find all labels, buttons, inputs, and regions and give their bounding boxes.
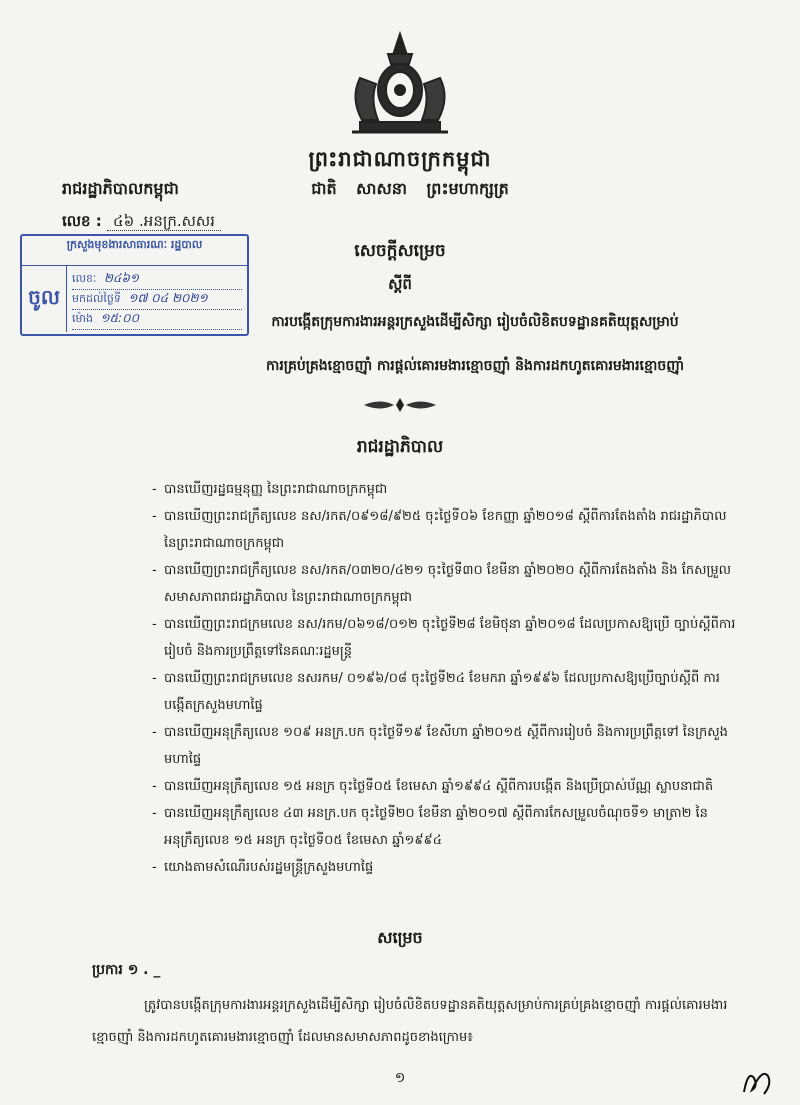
- stamp-number-value: ២៤៦១: [103, 271, 139, 285]
- recital-item: - បានឃើញព្រះរាជក្រមលេខ នសរកម/ ០១៩៦/០៨ ចុះថ្ងៃទី២៤ ខែមករា ឆ្នាំ១៩៩៦ ដែលប្រកាសឱ្យប្រើច្បាប់ស្ដីពី ការបង្កើតក្រសួងមហាផ្ទៃ: [152, 665, 742, 719]
- royal-arms-emblem-icon: [330, 28, 470, 140]
- recital-item: - បានឃើញព្រះរាជក្រមលេខ នស/រកម/០៦១៨/០១២ ចុះថ្ងៃទី២៨ ខែមិថុនា ឆ្នាំ២០១៨ ដែលប្រកាសឱ្យប្រើ ច្បាប់ស្ដីពីការរៀបចំ និងការប្រព្រឹត្តទៅនៃគណៈរដ្ឋមន្ត្រី: [152, 611, 742, 665]
- subject-label: ស្ដីពី: [388, 275, 412, 293]
- decision-heading: សម្រេច: [377, 928, 423, 947]
- document-number-label: លេខ :: [62, 212, 102, 230]
- stamp-number-label: លេខៈ: [72, 272, 97, 285]
- document-type-heading: សេចក្ដីសម្រេច: [354, 241, 446, 261]
- stamp-date-value: ១៧ ០៤ ២០២១: [128, 291, 208, 305]
- page-number: ១: [394, 1070, 406, 1086]
- subject-line-1: ការបង្កើតក្រុមការងារអន្តរក្រសួងដើម្បីសិក្សា រៀបចំលិខិតបទដ្ឋានគតិយុត្តសម្រាប់: [271, 314, 679, 330]
- decorative-divider-icon: [360, 396, 440, 414]
- stamp-time-label: ម៉ោង: [72, 312, 93, 325]
- recital-item: - បានឃើញអនុក្រឹត្យលេខ ១០៩ អនក្រ.បក ចុះថ្ងៃទី១៩ ខែសីហា ឆ្នាំ២០១៥ ស្ដីពីការរៀបចំ និងការប្រព្រឹត្តទៅ នៃក្រសួងមហាផ្ទៃ: [152, 719, 742, 773]
- kingdom-title: ព្រះរាជាណាចក្រកម្ពុជា: [308, 146, 492, 171]
- stamp-title: ក្រសួងមុខងារសាធារណៈ រដ្ឋបាល: [22, 236, 247, 266]
- recital-item: - បានឃើញអនុក្រឹត្យលេខ ១៥ អនក្រ ចុះថ្ងៃទី០៥ ខែមេសា ឆ្នាំ១៩៩៤ ស្ដីពីការបង្កើត និងប្រើប្រាស់ប័ណ្ណ ស្លាបនាជាតិ: [152, 773, 742, 800]
- stamp-time-value: ១៥:០០: [100, 311, 140, 325]
- recital-item: - បានឃើញរដ្ឋធម្មនុញ្ញ នៃព្រះរាជាណាចក្រកម្ពុជា: [152, 476, 742, 503]
- issuing-authority: រាជរដ្ឋាភិបាលកម្ពុជា: [62, 179, 179, 198]
- stamp-side-label: ចូល: [22, 266, 67, 332]
- initials-signature-icon: [738, 1064, 778, 1098]
- recital-item: - បានឃើញព្រះរាជក្រឹត្យលេខ នស/រកត/០៣២០/៤២១ ចុះថ្ងៃទី៣០ ខែមីនា ឆ្នាំ២០២០ ស្ដីពីការតែងតាំង និង កែសម្រួលសមាសភាពរាជរដ្ឋាភិបាល នៃព្រះរាជាណាចក្រកម្ពុជា: [152, 557, 742, 611]
- national-motto: ជាតិ សាសនា ព្រះមហាក្សត្រ: [311, 179, 509, 198]
- document-number-value: ៤៦ .អនក្រ.សសរ: [107, 212, 221, 231]
- recital-item: - យោងតាមសំណើរបស់រដ្ឋមន្ត្រីក្រសួងមហាផ្ទៃ: [152, 854, 742, 881]
- subject-line-2: ការគ្រប់គ្រងខ្មោចញ៉ាំ ការផ្ដល់គោរមងារខ្មោចញ៉ាំ និងការដកហូតគោរមងារខ្មោចញ៉ាំ: [266, 358, 684, 374]
- document-number: [62, 212, 221, 234]
- subject-title: [210, 300, 740, 388]
- article-1-text: ត្រូវបានបង្កើតក្រុមការងារអន្តរក្រសួងដើម្បីសិក្សា រៀបចំលិខិតបទដ្ឋានគតិយុត្តសម្រាប់ការគ្រប់គ្រងខ្មោចញ៉ាំ ការផ្ដល់គោរមងារខ្មោចញ៉ាំ និងការដកហូតគោរមងារខ្មោចញ៉ាំ ដែលមានសមាសភាពដូចខាងក្រោម៖: [92, 998, 728, 1045]
- recital-item: - បានឃើញព្រះរាជក្រឹត្យលេខ នស/រកត/០៩១៨/៩២៥ ចុះថ្ងៃទី០៦ ខែកញ្ញា ឆ្នាំ២០១៨ ស្ដីពីការតែងតាំង រាជរដ្ឋាភិបាល នៃព្រះរាជាណាចក្រកម្ពុជា: [152, 503, 742, 557]
- recitals-list: [152, 476, 742, 881]
- recital-item: - បានឃើញអនុក្រឹត្យលេខ ៤៣ អនក្រ.បក ចុះថ្ងៃទី២០ ខែមីនា ឆ្នាំ២០១៧ ស្ដីពីការកែសម្រួលចំណុចទី១ មាត្រា២ នៃអនុក្រឹត្យលេខ ១៥ អនក្រ ចុះថ្ងៃទី០៥ ខែមេសា ឆ្នាំ១៩៩៤: [152, 800, 742, 854]
- stamp-line-number: [72, 270, 242, 290]
- government-heading: រាជរដ្ឋាភិបាល: [356, 437, 444, 457]
- article-1-label: ប្រការ ១ . _: [92, 962, 161, 978]
- stamp-date-label: មកដល់ថ្ងៃទី: [72, 292, 121, 305]
